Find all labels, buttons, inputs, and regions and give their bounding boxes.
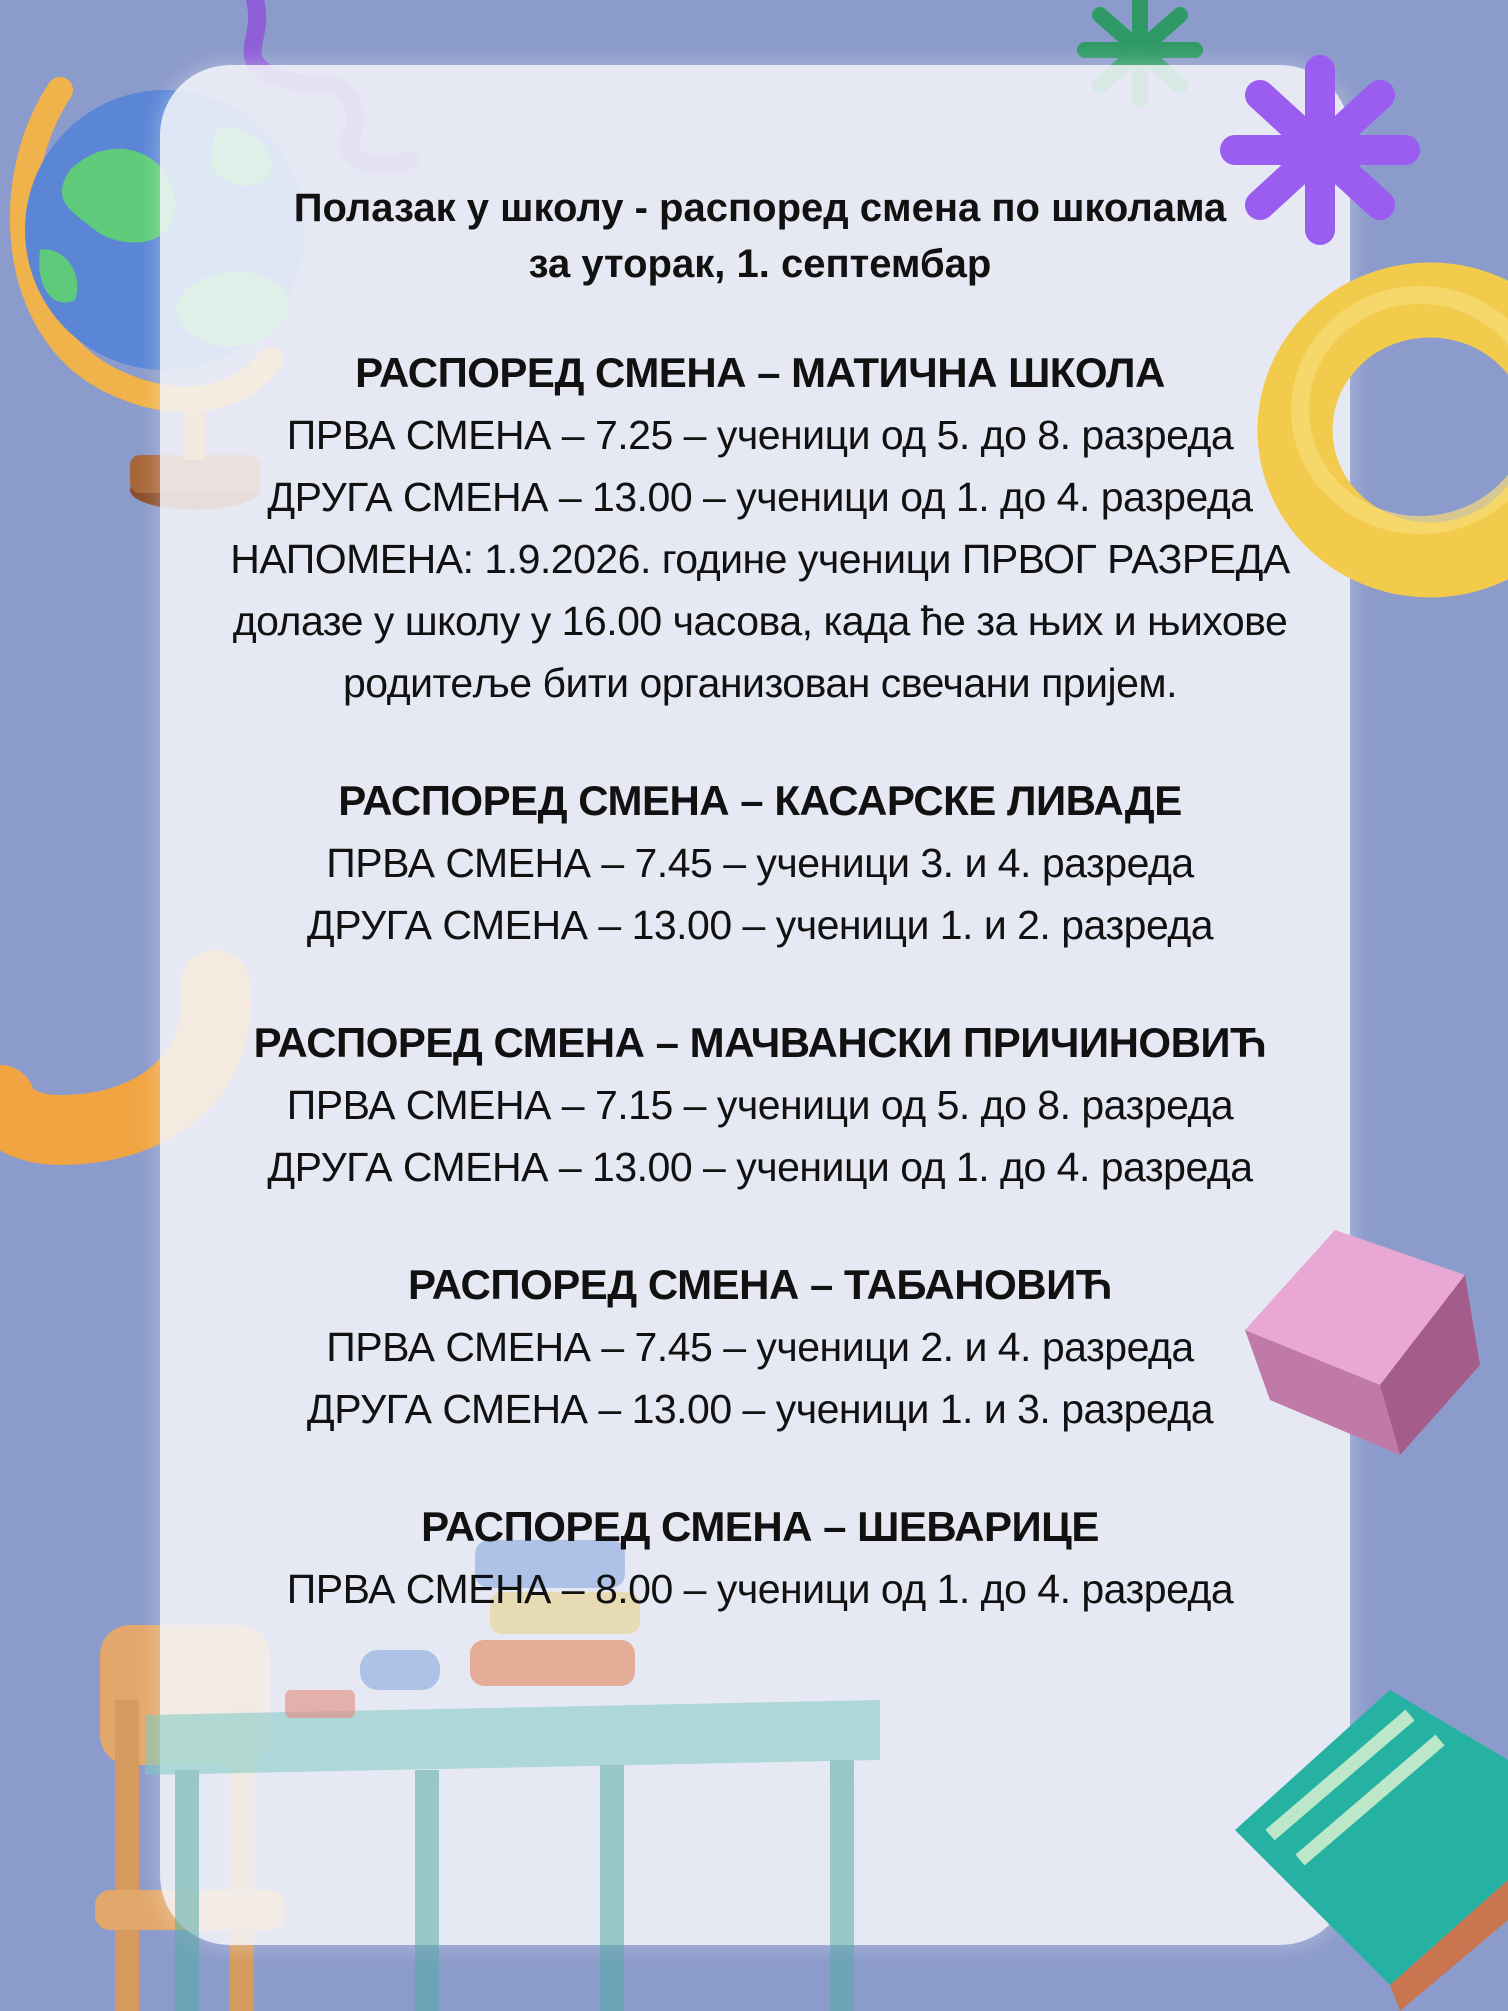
schedule-text: [150, 180, 1370, 1620]
school-desk-icon: [145, 1700, 880, 2011]
section-heading: РАСПОРЕД СМЕНА – ТАБАНОВИЋ: [407, 1261, 1113, 1308]
section-heading: РАСПОРЕД СМЕНА – МАЧВАНСКИ ПРИЧИНОВИЋ: [253, 1019, 1267, 1066]
shift-line: ПРВА СМЕНА – 7.25 – ученици од 5. до 8. разреда: [286, 412, 1234, 458]
shift-line: ДРУГА СМЕНА – 13.00 – ученици 1. и 3. разреда: [306, 1386, 1214, 1432]
shift-line: ДРУГА СМЕНА – 13.00 – ученици од 1. до 4. разреда: [267, 1144, 1253, 1190]
section-sevarice: [150, 1496, 1370, 1620]
page-title-line-2: за уторак, 1. септембар: [528, 242, 992, 286]
shift-line: ПРВА СМЕНА – 7.15 – ученици од 5. до 8. разреда: [286, 1082, 1234, 1128]
section-tabanovic: [150, 1254, 1370, 1440]
shift-line: ПРВА СМЕНА – 8.00 – ученици од 1. до 4. разреда: [286, 1566, 1234, 1612]
section-maticna-skola: [150, 342, 1370, 714]
section-macvanski-pricinovic: [150, 1012, 1370, 1198]
shift-line: ПРВА СМЕНА – 7.45 – ученици 2. и 4. разреда: [326, 1324, 1194, 1370]
shift-line: ДРУГА СМЕНА – 13.00 – ученици од 1. до 4. разреда: [267, 474, 1253, 520]
note-text: НАПОМЕНА: 1.9.2026. године ученици ПРВОГ РАЗРЕДА долазе у школу у 16.00 часова, када ће за њих и њихове родитеље бити организован свечани пријем.: [230, 536, 1290, 706]
section-heading: РАСПОРЕД СМЕНА – МАТИЧНА ШКОЛА: [355, 349, 1165, 396]
section-heading: РАСПОРЕД СМЕНА – ШЕВАРИЦЕ: [421, 1503, 1099, 1550]
shift-line: ПРВА СМЕНА – 7.45 – ученици 3. и 4. разреда: [326, 840, 1194, 886]
section-heading: РАСПОРЕД СМЕНА – КАСАРСКЕ ЛИВАДЕ: [338, 777, 1182, 824]
shift-line: ДРУГА СМЕНА – 13.00 – ученици 1. и 2. разреда: [306, 902, 1214, 948]
page-title-line-1: Полазак у школу - распоред смена по школама: [293, 186, 1227, 230]
section-kasarske-livade: [150, 770, 1370, 956]
